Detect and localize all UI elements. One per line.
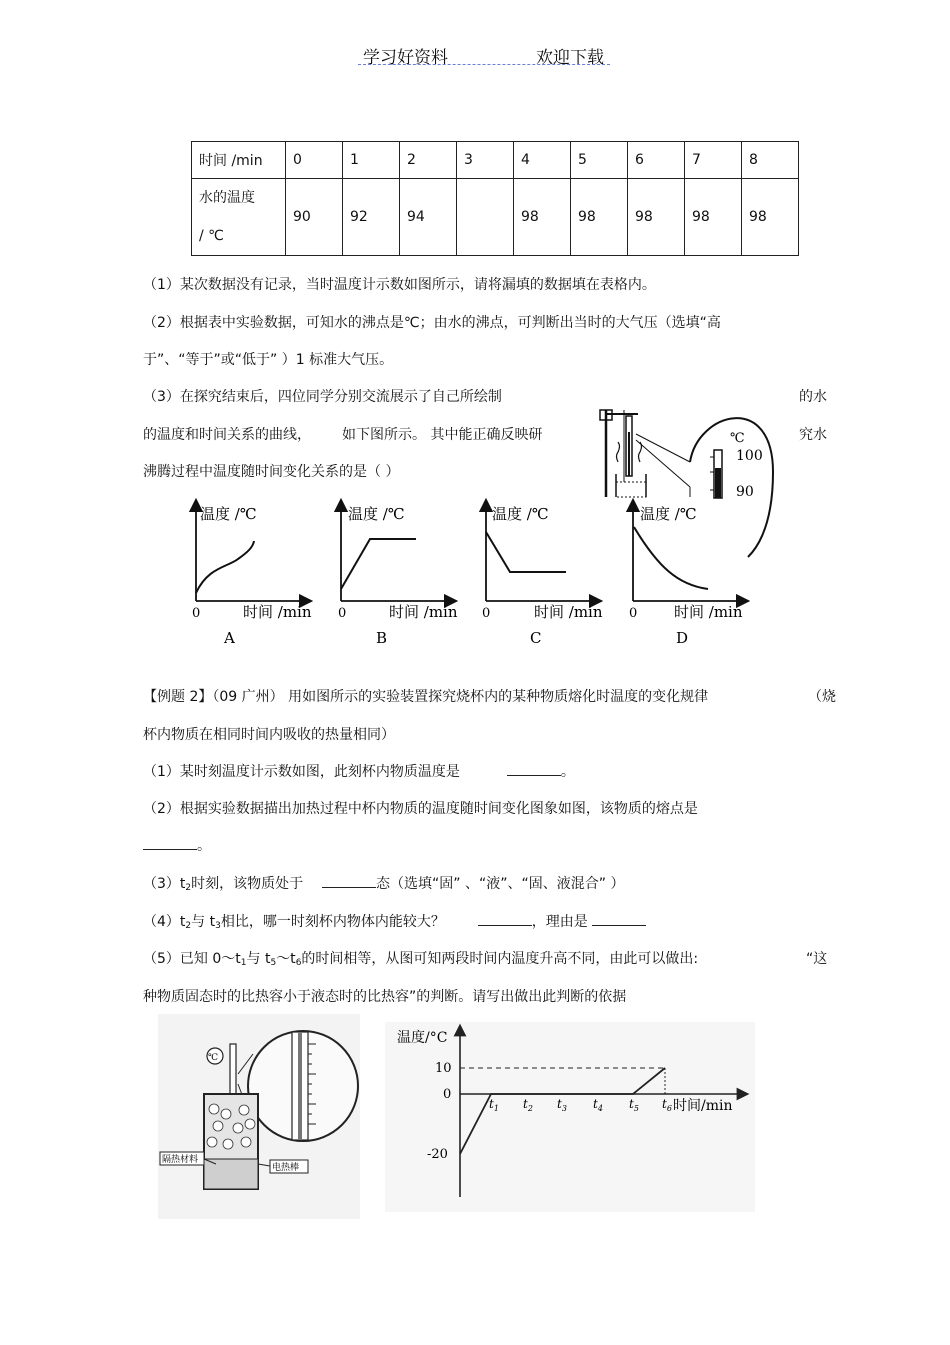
temp-cell: 98: [514, 179, 571, 256]
time-cell: 1: [343, 142, 400, 179]
question-2-line1: （2）根据表中实验数据，可知水的沸点是℃；由水的沸点，可判断出当时的大气压（选填“高: [143, 315, 721, 331]
y-label: 温度/°C: [397, 1030, 448, 1046]
time-cell: 5: [571, 142, 628, 179]
header-left: 学习好资料: [363, 48, 448, 68]
curve-a: [196, 541, 254, 593]
curve-c: [486, 532, 566, 572]
temp-cell: 92: [343, 179, 400, 256]
time-cell: 2: [400, 142, 457, 179]
example-2-line1: 【例题 2】（09 广州） 用如图所示的实验装置探究烧杯内的某种物质熔化时温度的变化规律: [143, 689, 709, 705]
question-1: （1）某次数据没有记录，当时温度计示数如图所示，请将漏填的数据填在表格内。: [143, 277, 656, 293]
table-row: [192, 142, 799, 179]
q4-t: （4）t: [143, 914, 186, 930]
q5-sub2: 5: [270, 958, 277, 968]
graph-d: [629, 505, 743, 647]
thermo-label-90: 90: [736, 484, 754, 500]
q3-text: 时刻，该物质处于: [191, 876, 304, 892]
x-label: 时间 /min: [674, 603, 743, 621]
temp-cell: 98: [571, 179, 628, 256]
temp-header-line2: / ℃: [199, 228, 224, 244]
insulation: [204, 1159, 258, 1189]
steam: [617, 442, 620, 462]
x-label: 时间/min: [673, 1098, 733, 1114]
question-3-line2: 的温度和时间关系的曲线，: [143, 427, 311, 443]
question-2-line2: 于”、“等于”或“低于” ）1 标准大气压。: [143, 352, 394, 368]
answer-blank[interactable]: [322, 873, 376, 888]
q5-sub3: 6: [295, 958, 302, 968]
answer-blank[interactable]: [507, 761, 561, 776]
y-tick-10: 10: [435, 1061, 452, 1076]
page-header: [0, 40, 950, 70]
temp-cell: 98: [628, 179, 685, 256]
label-heater: 电热棒: [272, 1163, 300, 1173]
origin-label: 0: [192, 606, 201, 621]
header-right: 欢迎下载: [536, 48, 604, 68]
time-cell: 0: [286, 142, 343, 179]
example-q5-line2: 种物质固态时的比热容小于液态时的比热容”的判断。请写出做出此判断的依据: [143, 989, 627, 1005]
example-q1: [143, 761, 575, 781]
graph-c: [482, 505, 603, 647]
q4-question: 相比，哪一时刻杯内物体内能较大？: [220, 914, 445, 930]
example-q1-text: （1）某时刻温度计示数如图，此刻杯内物质温度是: [143, 764, 460, 780]
curve-d: [634, 527, 708, 589]
t-label: $t_3$: [557, 1097, 567, 1113]
magnified-liquid: [715, 468, 721, 498]
example-q2: （2）根据实验数据描出加热过程中杯内物质的温度随时间变化图象如图，该物质的熔点是: [143, 801, 698, 817]
curve-b: [341, 539, 416, 589]
temp-cell: 98: [742, 179, 799, 256]
zoom-line: [636, 434, 690, 462]
time-cell: 6: [628, 142, 685, 179]
q4-sub2: 3: [215, 921, 221, 931]
apparatus-unit: ℃: [208, 1053, 219, 1063]
melting-graph: [385, 1022, 755, 1212]
thermo-unit: ℃: [730, 431, 745, 446]
example-q1-end: 。: [560, 764, 575, 780]
melting-apparatus-figure: [158, 1014, 360, 1219]
q4-text: 与 t: [191, 914, 216, 930]
question-3-line2-end: 究水: [799, 427, 827, 443]
example-q2-answer: [143, 835, 211, 855]
label-insulation: 隔热材料: [162, 1155, 199, 1165]
thermo-label-100: 100: [736, 448, 763, 464]
question-3-line1: （3）在探究结束后，四位同学分别交流展示了自己所绘制: [143, 389, 502, 405]
temp-header: [192, 179, 286, 256]
table-row: [192, 179, 799, 256]
q4-reason: ，理由是: [531, 914, 588, 930]
temp-cell: 90: [286, 179, 343, 256]
question-3-line2-mid: 如下图所示。 其中能正确反映研: [342, 427, 543, 443]
time-cell: 4: [514, 142, 571, 179]
boiling-graphs: [188, 497, 788, 652]
x-label: 时间 /min: [534, 603, 603, 621]
answer-blank[interactable]: [478, 911, 532, 926]
x-label: 时间 /min: [243, 603, 312, 621]
header-rule: [358, 64, 610, 65]
q5-c: ～t: [276, 951, 296, 967]
q3-t: （3）t: [143, 876, 186, 892]
y-tick-minus20: -20: [427, 1147, 448, 1162]
question-3-line3: 沸腾过程中温度随时间变化关系的是（ ）: [143, 464, 400, 480]
t-label: $t_1$: [489, 1097, 499, 1113]
t-label: $t_4$: [593, 1097, 603, 1113]
temp-cell-blank[interactable]: [457, 179, 514, 256]
y-label: 温度 /℃: [640, 505, 697, 523]
graph-label-d: D: [676, 629, 689, 647]
y-tick-0: 0: [443, 1087, 452, 1102]
example-2-line1-end: （烧: [808, 689, 836, 705]
origin-label: 0: [482, 606, 491, 621]
temp-cell: 94: [400, 179, 457, 256]
temp-cell: 98: [685, 179, 742, 256]
origin-label: 0: [338, 606, 347, 621]
graph-a: [192, 505, 312, 647]
t-label: $t_2$: [523, 1097, 533, 1113]
y-label: 温度 /℃: [200, 505, 257, 523]
example-q4: [143, 911, 646, 931]
origin-label: 0: [629, 606, 638, 621]
graph-label-b: B: [376, 629, 388, 647]
q5-b: 与 t: [246, 951, 271, 967]
beaker: [616, 474, 646, 497]
example-q5-end: “这: [806, 951, 828, 967]
q5-a: （5）已知 0～t: [143, 951, 241, 967]
data-table: [191, 141, 799, 256]
q3-options: 态（选填“固” 、“液”、“固、液混合” ）: [376, 876, 625, 892]
magnified-liquid: [298, 1032, 302, 1140]
zoom-line: [636, 440, 690, 487]
y-label: 温度 /℃: [492, 505, 549, 523]
time-header: 时间 /min: [192, 142, 286, 179]
t-label: $t_5$: [629, 1097, 639, 1113]
example-2-line2: 杯内物质在相同时间内吸收的热量相同）: [143, 727, 395, 743]
q5-sub1: 1: [240, 958, 247, 968]
example-q5: [143, 948, 698, 968]
y-label: 温度 /℃: [348, 505, 405, 523]
q3-sub: 2: [185, 883, 192, 893]
water: [616, 482, 646, 497]
graph-b: [338, 505, 458, 647]
graph-label-c: C: [530, 629, 542, 647]
example-q3: [143, 873, 624, 893]
time-cell: 7: [685, 142, 742, 179]
time-cell: 8: [742, 142, 799, 179]
answer-blank[interactable]: [143, 835, 197, 850]
question-3-line1-end: 的水: [799, 389, 827, 405]
example-q2-end: 。: [197, 838, 211, 854]
q4-sub1: 2: [185, 921, 192, 931]
time-cell: 3: [457, 142, 514, 179]
x-label: 时间 /min: [389, 603, 458, 621]
answer-blank[interactable]: [592, 911, 646, 926]
q5-d: 的时间相等，从图可知两段时间内温度升高不同，由此可以做出:: [301, 951, 699, 967]
graph-label-a: A: [224, 629, 235, 647]
temp-header-line1: 水的温度: [199, 190, 255, 206]
t-label: $t_6$: [662, 1097, 672, 1113]
graph-background: [385, 1022, 755, 1212]
